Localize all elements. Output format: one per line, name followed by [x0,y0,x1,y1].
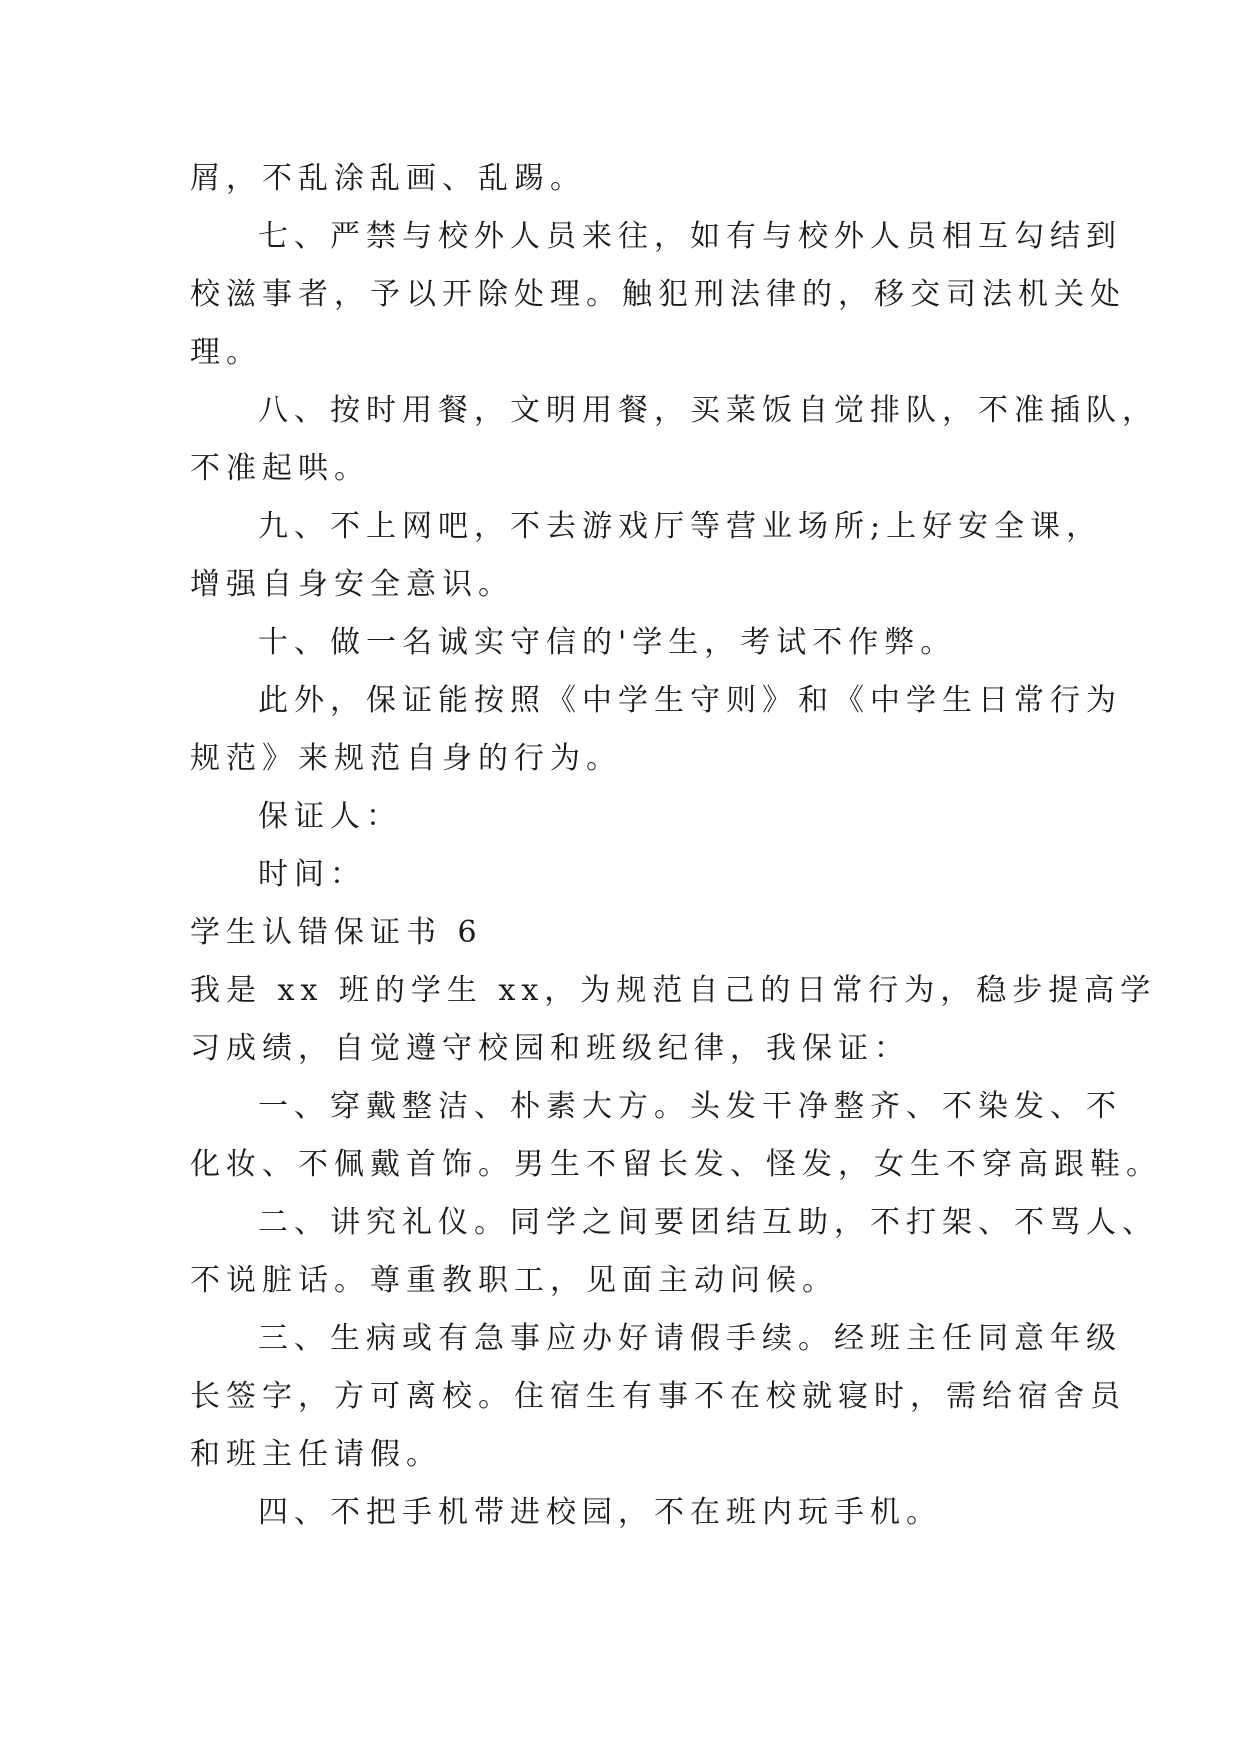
text-line: 屑，不乱涂乱画、乱踢。 [190,161,586,196]
text-line: 八、按时用餐，文明用餐，买菜饭自觉排队，不准插队， [258,393,1158,428]
text-line: 一、穿戴整洁、朴素大方。头发干净整齐、不染发、不 [258,1089,1122,1124]
document-body [190,150,1162,1542]
text-line: 和班主任请假。 [190,1437,442,1472]
text-line: 不说脏话。尊重教职工，见面主动问候。 [190,1263,838,1298]
text-line: 理。 [190,335,262,370]
section-heading: 学生认错保证书 6 [190,915,483,950]
text-line: 二、讲究礼仪。同学之间要团结互助，不打架、不骂人、 [258,1205,1158,1240]
text-line: 规范》来规范自身的行为。 [190,741,622,776]
text-line: 增强自身安全意识。 [190,567,514,602]
text-line: 三、生病或有急事应办好请假手续。经班主任同意年级 [258,1321,1122,1356]
signature-label: 保证人： [258,799,402,834]
text-line: 四、不把手机带进校园，不在班内玩手机。 [258,1495,942,1530]
text-line: 化妆、不佩戴首饰。男生不留长发、怪发，女生不穿高跟鞋。 [190,1147,1162,1182]
text-line: 习成绩，自觉遵守校园和班级纪律，我保证： [190,1031,910,1066]
text-line: 七、严禁与校外人员来往，如有与校外人员相互勾结到 [258,219,1122,254]
text-line: 此外，保证能按照《中学生守则》和《中学生日常行为 [258,683,1122,718]
text-line: 十、做一名诚实守信的'学生，考试不作弊。 [258,625,957,660]
text-line: 我是 xx 班的学生 xx，为规范自己的日常行为，稳步提高学 [190,973,1157,1008]
date-label: 时间： [258,857,366,892]
text-line: 不准起哄。 [190,451,370,486]
text-line: 九、不上网吧，不去游戏厅等营业场所;上好安全课， [258,509,1103,544]
text-line: 校滋事者，予以开除处理。触犯刑法律的，移交司法机关处 [190,277,1126,312]
text-line: 长签字，方可离校。住宿生有事不在校就寝时，需给宿舍员 [190,1379,1126,1414]
